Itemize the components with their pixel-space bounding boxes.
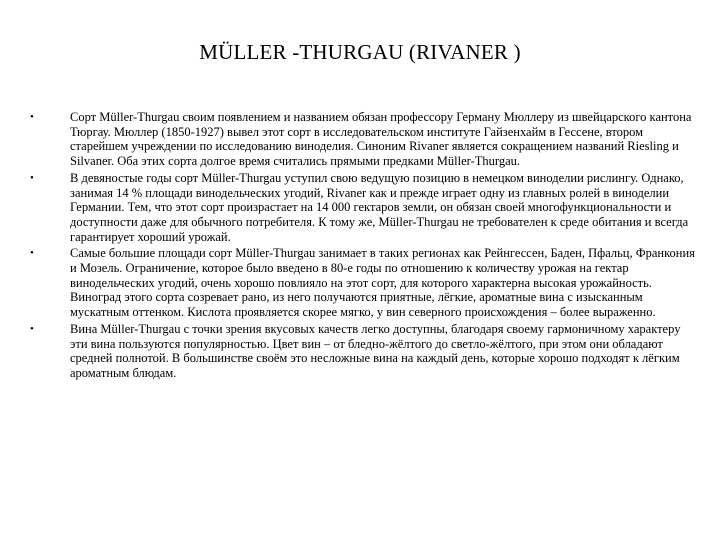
bullet-item-nineties xyxy=(30,171,698,245)
bullet-item-taste xyxy=(30,322,698,381)
paragraph-text: В девяностые годы сорт Müller-Thurgau уступил свою ведущую позицию в немецком виноделии рислингу. Однако, занимая 14 % площади винодельческих угодий, Rivaner как и прежде играет одну из главных ролей в виноделии Германии. Тем, что этот сорт произрастает на 14 000 гектаров земли, он обязан своей многофункциональности и доступности даже для обычного потребителя. К тому же, Müller-Thurgau не требователен к среде обитания и всегда гарантирует хороший урожай. xyxy=(70,170,689,244)
bullet-item-regions xyxy=(30,246,698,320)
paragraph-text: Самые большие площади сорт Müller-Thurgau занимает в таких регионах как Рейнгессен, Баден, Пфальц, Франкония и Мозель. Ограничение, которое было введено в 80-е годы по отношению к количеству урожая на гектар винодельческих угодий, очень хорошо повлияло на этот сорт, для которого характерна высокая урожайность. Виноград этого сорта созревает рано, из него получаются приятные, лёгкие, ароматные вина с изысканным мускатным оттенком. Кислота проявляется скорее мягко, у вин северного происхождения – более выраженно. xyxy=(70,246,695,320)
bullet-icon: • xyxy=(30,171,34,184)
paragraph-text: Вина Müller-Thurgau с точки зрения вкусовых качеств легко доступны, благодаря своему гармоничному характеру эти вина пользуются популярностью. Цвет вин – от бледно-жёлтого до светло-жёлтого, при этом они обладают средней полнотой. В большинстве своём это несложные вина на каждый день, которые хорошо подходят к лёгким ароматным блюдам. xyxy=(70,321,681,380)
slide-title: MÜLLER -THURGAU (RIVANER ) xyxy=(199,40,521,64)
bullet-icon: • xyxy=(30,111,34,123)
paragraph-text: Сорт Müller-Thurgau своим появлением и названием обязан профессору Герману Мюллеру из швейцарского кантона Тюргау. Мюллер (1850-1927) вывел этот сорт в исследовательском институте Гайзенхайм в Гессене, втором старейшем учреждении по исследованию виноделия. Синоним Rivaner является сокращением названий Riesling и Silvaner. Оба этих сорта долгое время считались прямыми предками Müller-Thurgau. xyxy=(70,110,692,169)
bullet-item-origin xyxy=(30,110,698,169)
bullet-icon: • xyxy=(30,322,34,335)
bullet-icon: • xyxy=(30,247,34,260)
bullet-list xyxy=(30,110,698,383)
